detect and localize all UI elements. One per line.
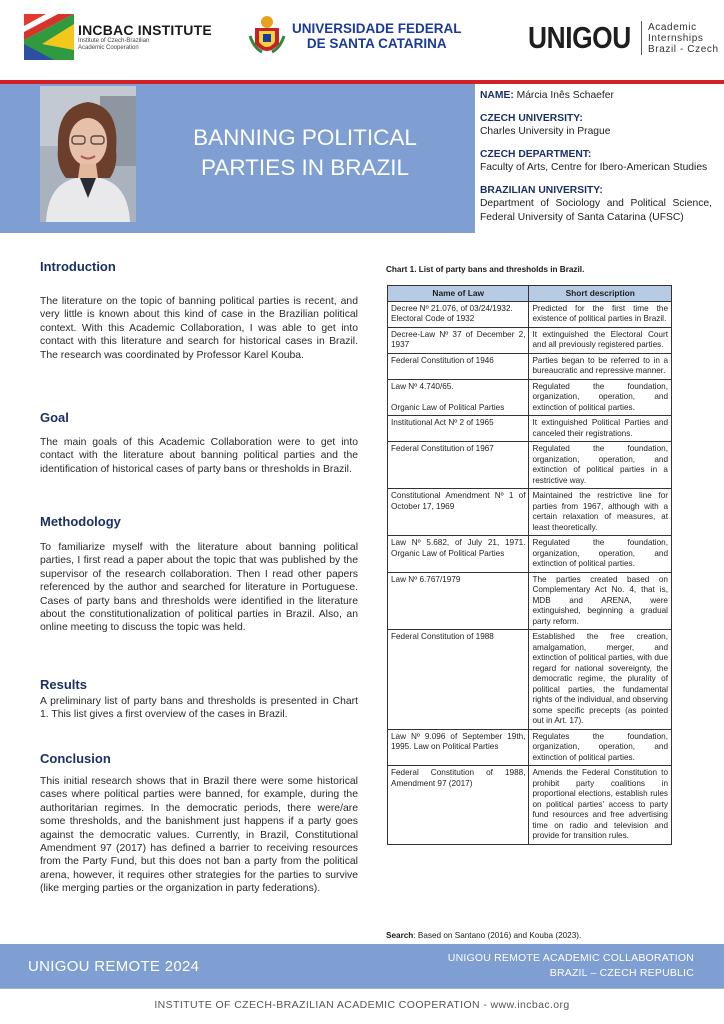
unigou-line2: Internships <box>648 32 704 44</box>
source-label: Search <box>386 931 414 940</box>
brazilian-university-label: BRAZILIAN UNIVERSITY: <box>480 184 603 196</box>
footer-right-line2: BRAZIL – CZECH REPUBLIC <box>549 967 694 979</box>
footer-divider <box>0 988 724 989</box>
law-description-cell: It extinguished Political Parties and canceled their registrations. <box>529 416 672 442</box>
law-description-cell: The parties created based on Complementary Act No. 4, that is, MDB and ARENA, were extinguished, beginning a gradual party reform. <box>529 572 672 630</box>
source-text: : Based on Santano (2016) and Kouba (2023). <box>413 931 582 940</box>
law-name-cell: Law Nº 9.096 of September 19th, 1995. Law on Political Parties <box>388 729 529 766</box>
table-row <box>388 729 672 766</box>
methodology-text: To familiarize myself with the literature about banning political parties, I first read a paper about the topic that was published by the supervisor of the research collaboration. Then I read other papers referenced by the author and searched for literature in Portuguese. Cases of party bans and thresholds were identified in the literature about the constitutionalization of political parties in Brazil. Also, an online meeting to discuss the topic was held. <box>40 542 358 634</box>
law-description-cell: Maintained the restrictive line for parties from 1967, although with a certain relaxation of measures, at least theoretically. <box>529 489 672 536</box>
footer-institute: INSTITUTE OF CZECH-BRAZILIAN ACADEMIC COOPERATION - www.incbac.org <box>154 999 570 1011</box>
law-name-cell: Federal Constitution of 1946 <box>388 353 529 379</box>
brazilian-university: Department of Sociology and Political Science, Federal University of Santa Catarina (UFSC) <box>480 198 712 223</box>
author-info <box>480 89 712 233</box>
table-row <box>388 766 672 845</box>
law-description-cell: Predicted for the first time the existence of political parties in Brazil. <box>529 301 672 327</box>
introduction-text: The literature on the topic of banning political parties is recent, and very little is known about this kind of case in the Brazilian political context. With this Academic Collaboration, I was able to get into contact with this literature and search for historical cases in Brazil. The research was coordinated by Professor Karel Kouba. <box>40 296 358 361</box>
ufsc-crest-icon <box>248 14 286 58</box>
law-name-cell: Decree Nº 21.076, of 03/24/1932. Electoral Code of 1932 <box>388 301 529 327</box>
unigou-divider <box>641 21 642 55</box>
law-description-cell: Regulated the foundation, organization, operation, and extinction of political parties. <box>529 536 672 573</box>
results-text: A preliminary list of party bans and thresholds is presented in Chart 1. This list gives a first overview of the cases in Brazil. <box>40 696 358 721</box>
footer-left: UNIGOU REMOTE 2024 <box>28 958 200 975</box>
footer-right-line1: UNIGOU REMOTE ACADEMIC COLLABORATION <box>447 952 694 964</box>
party-bans-table <box>387 285 672 845</box>
incbac-subtitle: Institute of Czech-Brazilian Academic Cooperation <box>78 38 150 51</box>
table-row <box>388 416 672 442</box>
law-description-cell: Amends the Federal Constitution to prohibit party coalitions in proportional elections, establish rules on political parties' access to party fund resources and free advertising time on radio and television and provide for transition rules. <box>529 766 672 845</box>
law-name-cell: Decree-Law Nº 37 of December 2, 1937 <box>388 327 529 353</box>
law-description-cell: Regulated the foundation, organization, operation, and extinction of political parties in a restrictive way. <box>529 442 672 489</box>
incbac-flag-icon <box>24 14 74 60</box>
methodology-heading: Methodology <box>40 514 121 529</box>
goal-text: The main goals of this Academic Collaboration were to get into contact with the literature about banning political parties and the identification of historical cases of party bans or thresholds in Brazil. <box>40 437 358 475</box>
name-label: NAME: <box>480 90 514 101</box>
law-name-cell: Federal Constitution of 1988 <box>388 630 529 730</box>
law-description-cell: It extinguished the Electoral Court and all previously registered parties. <box>529 327 672 353</box>
col-header-law: Name of Law <box>388 286 529 302</box>
unigou-line3: Brazil - Czech <box>648 43 719 55</box>
conclusion-heading: Conclusion <box>40 751 111 766</box>
author-name: Márcia Inês Schaefer <box>516 90 614 101</box>
law-description-cell: Regulated the foundation, organization, operation, and extinction of political parties. <box>529 379 672 416</box>
incbac-logo <box>24 14 212 60</box>
goal-heading: Goal <box>40 410 69 425</box>
table-header-row <box>388 286 672 302</box>
table-row <box>388 301 672 327</box>
footer-right <box>448 951 694 981</box>
table-row <box>388 379 672 416</box>
title-line1: BANNING POLITICAL <box>193 125 417 150</box>
ufsc-line1: UNIVERSIDADE FEDERAL <box>292 21 462 36</box>
table-row <box>388 353 672 379</box>
czech-department-label: CZECH DEPARTMENT: <box>480 148 592 160</box>
law-name-cell: Institutional Act Nº 2 of 1965 <box>388 416 529 442</box>
czech-university-label: CZECH UNIVERSITY: <box>480 112 583 124</box>
czech-university: Charles University in Prague <box>480 126 611 137</box>
col-header-description: Short description <box>529 286 672 302</box>
title-line2: PARTIES IN BRAZIL <box>201 155 409 180</box>
introduction-heading: Introduction <box>40 259 116 274</box>
table-row <box>388 489 672 536</box>
author-photo <box>40 86 136 222</box>
table-row <box>388 630 672 730</box>
table-row <box>388 572 672 630</box>
chart-caption: Chart 1. List of party bans and thresholds in Brazil. <box>386 265 585 274</box>
table-row <box>388 327 672 353</box>
law-description-cell: Parties began to be referred to in a bureaucratic and repressive manner. <box>529 353 672 379</box>
table-row <box>388 442 672 489</box>
unigou-line1: Academic <box>648 21 697 33</box>
law-name-cell: Federal Constitution of 1988, Amendment 97 (2017) <box>388 766 529 845</box>
ufsc-line2: DE SANTA CATARINA <box>306 36 447 51</box>
results-heading: Results <box>40 677 87 692</box>
law-name-cell: Federal Constitution of 1967 <box>388 442 529 489</box>
table-source <box>386 931 581 940</box>
ufsc-logo <box>248 14 462 58</box>
logo-bar <box>0 0 724 80</box>
table-row <box>388 536 672 573</box>
law-name-cell: Law Nº 6.767/1979 <box>388 572 529 630</box>
law-description-cell: Established the free creation, amalgamation, merger, and extinction of political parties, with due regard for national sovereignty, the democratic regime, the plurality of political parties, the fundamental rights of the individual, and observing some specific precepts (as pointed out in Art. 17). <box>529 630 672 730</box>
czech-department: Faculty of Arts, Centre for Ibero-American Studies <box>480 162 708 173</box>
law-name-cell: Law Nº 4.740/65. Organic Law of Political Parties <box>388 379 529 416</box>
unigou-wordmark: UNIGOU <box>528 20 631 55</box>
unigou-logo <box>528 20 719 56</box>
law-name-cell: Law Nº 5.682, of July 21, 1971. Organic Law of Political Parties <box>388 536 529 573</box>
incbac-title: INCBAC INSTITUTE <box>78 22 212 38</box>
conclusion-text: This initial research shows that in Brazil there were some historical cases where political parties were banned, for example, during the authoritarian regimes. In the democratic periods, there were/are some thresholds, and the banishment just happens if a party goes against the democratic values. Currently, in Brazil, Constitutional Amendment 97 (2017) has defined a barrier to receiving resources from the Party Fund, but this does not ban a party from the political arena, however, it requires other strategies for the parties to survive (like merging parties or the organization in party federations). <box>40 776 358 895</box>
page-title <box>140 123 470 183</box>
law-name-cell: Constitutional Amendment Nº 1 of October 17, 1969 <box>388 489 529 536</box>
law-description-cell: Regulates the foundation, organization, operation, and extinction of political parties. <box>529 729 672 766</box>
